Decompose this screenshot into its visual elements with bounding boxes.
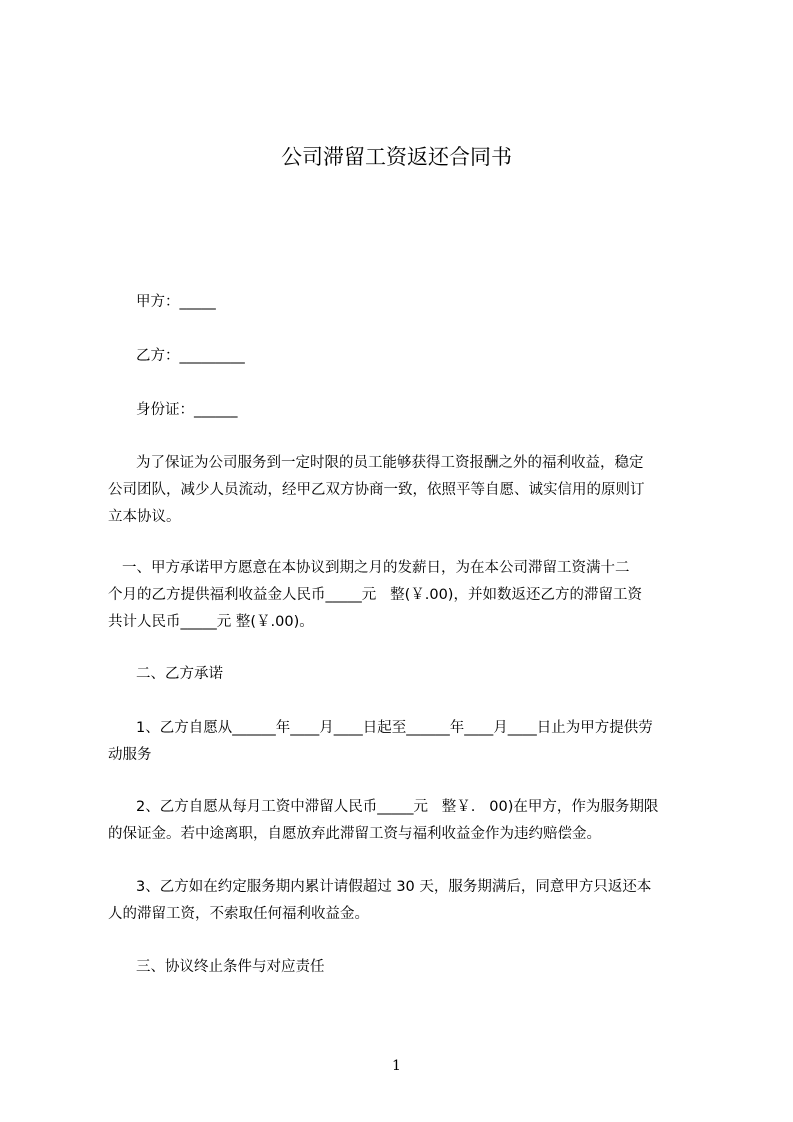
clause-1-line-3: 共计人民币_____元 整(￥.00)。 (108, 614, 314, 630)
page-number: 1 (392, 1058, 401, 1074)
clause-2-2-line-2: 的保证金。若中途离职，自愿放弃此滞留工资与福利收益金作为违约赔偿金。 (108, 826, 601, 842)
clause-2-3-line-2: 人的滞留工资，不索取任何福利收益金。 (108, 906, 369, 922)
preamble-line-3: 立本协议。 (108, 509, 181, 525)
id-card-line: 身份证：______ (136, 402, 238, 418)
clause-2-3-line-1: 3、乙方如在约定服务期内累计请假超过 30 天，服务期满后，同意甲方只返还本 (136, 879, 652, 895)
clause-2-2-line-1: 2、乙方自愿从每月工资中滞留人民币_____元 整￥. 00)在甲方，作为服务期限 (136, 799, 659, 815)
clause-2-1-line-2: 动服务 (108, 747, 152, 763)
clause-2-1-line-1: 1、乙方自愿从______年____月____日起至______年____月____日止为甲方提供劳 (136, 720, 653, 736)
clause-1-line-1: 一、甲方承诺甲方愿意在本协议到期之月的发薪日，为在本公司滞留工资满十二 (122, 560, 630, 576)
party-b-line: 乙方：_________ (136, 348, 245, 364)
document-title: 公司滞留工资返还合同书 (281, 145, 512, 169)
clause-2-heading: 二、乙方承诺 (136, 666, 223, 682)
clause-3-heading: 三、协议终止条件与对应责任 (136, 959, 325, 975)
party-a-line: 甲方：_____ (136, 294, 216, 310)
clause-1-line-2: 个月的乙方提供福利收益金人民币_____元 整(￥.00)，并如数返还乙方的滞留工资 (108, 587, 642, 603)
preamble-line-1: 为了保证为公司服务到一定时限的员工能够获得工资报酬之外的福利收益，稳定 (136, 455, 644, 471)
preamble-line-2: 公司团队，减少人员流动，经甲乙双方协商一致，依照平等自愿、诚实信用的原则订 (108, 482, 645, 498)
